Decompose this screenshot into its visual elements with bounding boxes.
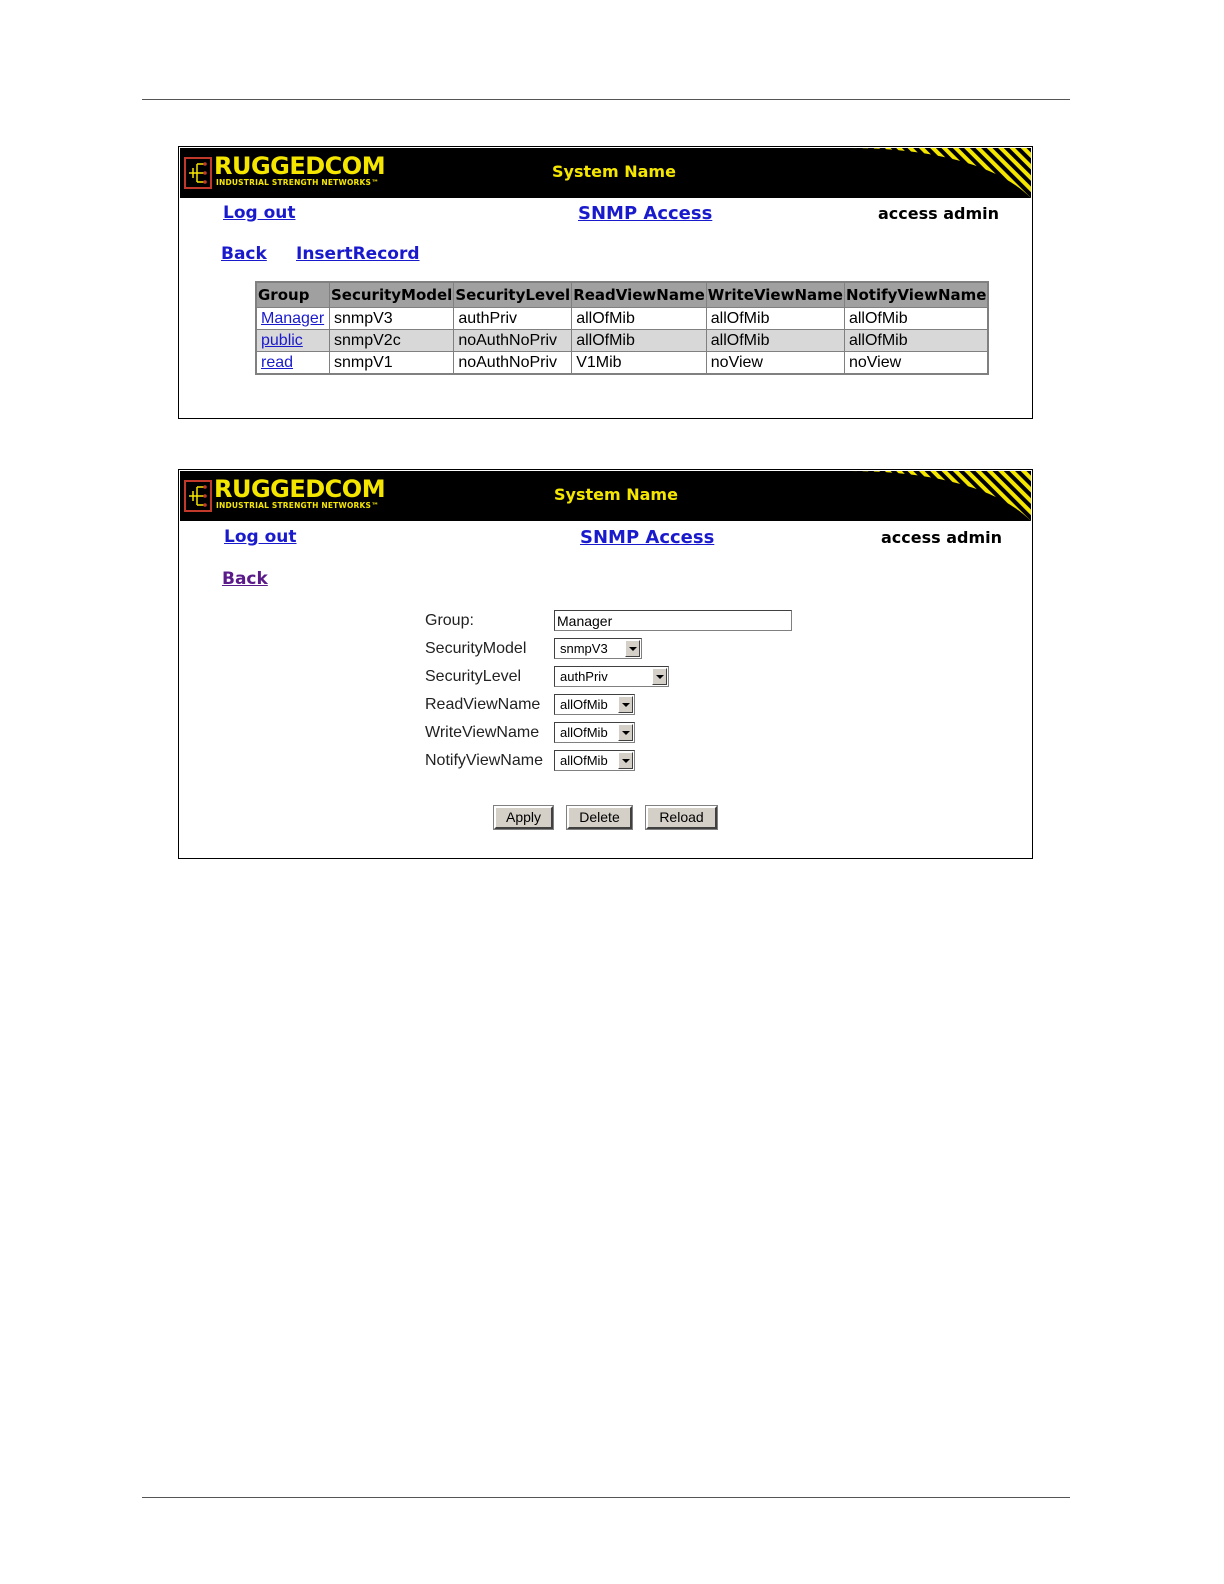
system-name: System Name: [554, 485, 678, 504]
security-model-label: SecurityModel: [425, 640, 527, 657]
write-view-cell: allOfMib: [706, 308, 844, 330]
page-title[interactable]: SNMP Access: [578, 203, 713, 224]
access-user-label: access admin: [881, 528, 1003, 547]
read-view-cell: allOfMib: [572, 330, 707, 352]
column-header-group: Group: [256, 282, 330, 308]
security-model-cell: snmpV2c: [330, 330, 454, 352]
network-logo-icon: [184, 157, 212, 189]
chevron-down-icon[interactable]: [618, 724, 633, 741]
column-header-security-level: SecurityLevel: [454, 282, 572, 308]
chevron-down-icon[interactable]: [618, 752, 633, 769]
security-level-cell: authPriv: [454, 308, 572, 330]
group-link-public[interactable]: public: [261, 331, 303, 349]
insert-record-link[interactable]: InsertRecord: [296, 244, 420, 264]
brand-name: RUGGEDCOM: [214, 152, 386, 180]
page-bottom-rule: [142, 1497, 1070, 1498]
chevron-down-icon[interactable]: [625, 640, 640, 657]
security-level-label: SecurityLevel: [425, 668, 522, 685]
security-level-cell: noAuthNoPriv: [454, 352, 572, 375]
read-view-label: ReadViewName: [425, 696, 541, 713]
reload-button[interactable]: Reload: [646, 806, 717, 829]
chevron-down-icon[interactable]: [618, 696, 633, 713]
write-view-cell: allOfMib: [706, 330, 844, 352]
group-cell[interactable]: [256, 330, 330, 352]
security-model-select[interactable]: [554, 638, 642, 659]
group-input[interactable]: [554, 610, 792, 631]
notify-view-cell: allOfMib: [844, 330, 988, 352]
header-bar: [180, 148, 1031, 198]
read-view-select[interactable]: [554, 694, 635, 715]
table-header-row: [256, 282, 988, 308]
group-cell[interactable]: [256, 308, 330, 330]
system-name: System Name: [552, 162, 676, 181]
back-link[interactable]: Back: [222, 569, 268, 589]
read-view-cell: allOfMib: [572, 308, 707, 330]
column-header-write-view: WriteViewName: [706, 282, 844, 308]
security-model-cell: snmpV1: [330, 352, 454, 375]
security-model-cell: snmpV3: [330, 308, 454, 330]
delete-button[interactable]: Delete: [567, 806, 632, 829]
brand-tagline: INDUSTRIAL STRENGTH NETWORKS™: [216, 178, 379, 187]
logout-link[interactable]: Log out: [223, 203, 296, 223]
group-cell[interactable]: [256, 352, 330, 375]
security-level-cell: noAuthNoPriv: [454, 330, 572, 352]
apply-button[interactable]: Apply: [494, 806, 553, 829]
page-title[interactable]: SNMP Access: [580, 527, 715, 548]
table-row: [256, 330, 988, 352]
security-level-value: authPriv: [560, 669, 608, 684]
notify-view-value: allOfMib: [560, 753, 608, 768]
logout-link[interactable]: Log out: [224, 527, 297, 547]
read-view-value: allOfMib: [560, 697, 608, 712]
snmp-access-table-panel: [178, 146, 1033, 419]
write-view-label: WriteViewName: [425, 724, 540, 741]
header-bar: [180, 471, 1031, 521]
column-header-notify-view: NotifyViewName: [844, 282, 988, 308]
page-top-rule: [142, 99, 1070, 100]
access-user-label: access admin: [878, 204, 1000, 223]
hazard-stripes-icon: [851, 148, 1031, 198]
brand-name: RUGGEDCOM: [214, 475, 386, 503]
notify-view-select[interactable]: [554, 750, 635, 771]
notify-view-label: NotifyViewName: [425, 752, 543, 769]
network-logo-icon: [184, 480, 212, 512]
security-level-select[interactable]: [554, 666, 669, 687]
column-header-read-view: ReadViewName: [572, 282, 707, 308]
notify-view-cell: noView: [844, 352, 988, 375]
write-view-value: allOfMib: [560, 725, 608, 740]
read-view-cell: V1Mib: [572, 352, 707, 375]
group-link-manager[interactable]: Manager: [261, 309, 325, 327]
snmp-access-edit-panel: [178, 469, 1033, 859]
hazard-stripes-icon: [851, 471, 1031, 521]
group-link-read[interactable]: read: [261, 353, 294, 371]
chevron-down-icon[interactable]: [652, 668, 667, 685]
table-row: [256, 308, 988, 330]
write-view-cell: noView: [706, 352, 844, 375]
brand-tagline: INDUSTRIAL STRENGTH NETWORKS™: [216, 501, 379, 510]
write-view-select[interactable]: [554, 722, 635, 743]
notify-view-cell: allOfMib: [844, 308, 988, 330]
group-label: Group:: [425, 612, 474, 629]
security-model-value: snmpV3: [560, 641, 608, 656]
back-link[interactable]: Back: [221, 244, 267, 264]
snmp-access-table: [255, 281, 989, 375]
table-row: [256, 352, 988, 375]
column-header-security-model: SecurityModel: [330, 282, 454, 308]
